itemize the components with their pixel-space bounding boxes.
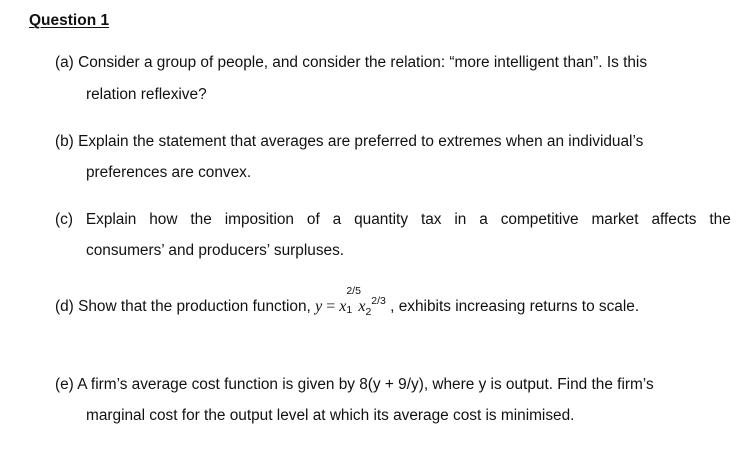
part-a-line-1: (a) Consider a group of people, and consider the relation: “more intelligent than”. Is this <box>55 54 648 71</box>
part-c-word: imposition <box>224 211 294 228</box>
part-c-word: how <box>149 211 178 228</box>
formula-x1: x <box>339 298 347 315</box>
formula-equals: = <box>322 298 340 315</box>
part-a-line-2: relation reflexive? <box>86 86 207 103</box>
part-c-line-1 <box>55 211 731 229</box>
part-b-line-1: (b) Explain the statement that averages are preferred to extremes when an individual’s <box>55 133 644 150</box>
part-e-line-1: (e) A firm’s average cost function is given by 8(y + 9/y), where y is output. Find the firm’s <box>55 376 654 393</box>
part-c-word: (c) <box>55 211 73 228</box>
formula-x1-scripts <box>346 285 361 316</box>
part-b-line-2: preferences are convex. <box>86 164 252 181</box>
part-c-word: affects <box>651 211 697 228</box>
part-c-line-2: consumers’ and producers’ surpluses. <box>86 242 345 259</box>
formula-subscript-1: 1 <box>346 304 353 316</box>
part-c-word: the <box>709 211 731 228</box>
formula-exponent-2: 2/3 <box>371 295 386 307</box>
formula-exponent-1: 2/5 <box>346 285 361 297</box>
question-heading: Question 1 <box>29 12 110 29</box>
formula-x2: x <box>358 298 366 315</box>
part-c-word: the <box>190 211 212 228</box>
part-c-word: market <box>591 211 639 228</box>
part-c-word: tax <box>420 211 442 228</box>
part-c-word: Explain <box>85 211 137 228</box>
part-d-line <box>55 285 640 318</box>
part-c-word: in <box>454 211 467 228</box>
part-c-word: a <box>332 211 342 228</box>
formula-subscript-2: 2 <box>365 306 372 318</box>
production-function-formula <box>315 285 386 318</box>
part-d-prefix: (d) Show that the production function, <box>55 298 316 315</box>
part-c-word: of <box>306 211 320 228</box>
part-c-word: a <box>479 211 488 228</box>
part-c-word: quantity <box>354 211 409 228</box>
part-c-word: competitive <box>500 211 579 228</box>
part-e-line-2: marginal cost for the output level at which its average cost is minimised. <box>86 407 575 424</box>
part-d-suffix: , exhibits increasing returns to scale. <box>385 298 640 315</box>
formula-y: y <box>315 298 323 315</box>
